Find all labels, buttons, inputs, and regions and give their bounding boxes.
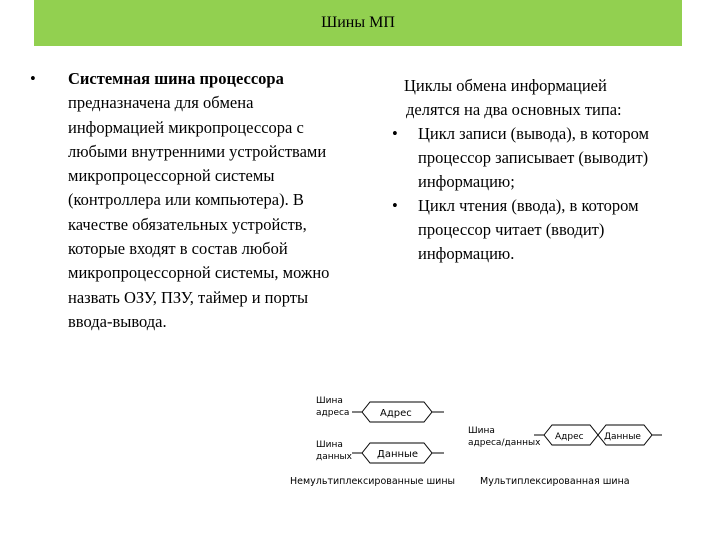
bullet-marker: • xyxy=(392,196,398,215)
data-value: Данные xyxy=(377,449,419,460)
address-bus-label-2: адреса xyxy=(316,408,350,418)
cycle-item-text: Цикл чтения (ввода), в котором процессор читает (вводит) информацию. xyxy=(418,196,639,263)
data-bus-label-2: данных xyxy=(316,452,352,462)
data-bus-label-1: Шина xyxy=(316,440,343,450)
system-bus-text: предназначена для обмена информацией микропроцессора с любыми внутренними устройствами микропроцессорной системы (контроллера или компьютера). В качестве обязательных устройств, которые входят в состав любой микропроцессорной системы, можно назвать ОЗУ, ПЗУ, таймер и порты ввода-вывода. xyxy=(68,93,330,331)
mux-data-value: Данные xyxy=(604,432,641,442)
page-title: Шины МП xyxy=(321,14,395,31)
mux-bus-label-2: адреса/данных xyxy=(468,438,541,448)
bullet-marker: • xyxy=(392,124,398,143)
bullet-marker: • xyxy=(30,69,36,88)
cycle-item-text: Цикл записи (вывода), в котором процессор записывает (выводит) информацию; xyxy=(418,124,649,191)
bold-term: Системная шина процессора xyxy=(68,69,284,88)
mux-bus-label-1: Шина xyxy=(468,426,495,436)
separate-buses-caption: Немультиплексированные шины xyxy=(290,476,456,487)
mux-bus-caption: Мультиплексированная шина xyxy=(480,476,630,487)
cycles-intro-line2: делятся на два основных типа: xyxy=(406,100,622,119)
cycles-intro-line1: Циклы обмена информацией xyxy=(404,76,607,95)
address-bus-label-1: Шина xyxy=(316,396,343,406)
address-value: Адрес xyxy=(380,408,412,419)
mux-address-value: Адрес xyxy=(555,432,584,442)
